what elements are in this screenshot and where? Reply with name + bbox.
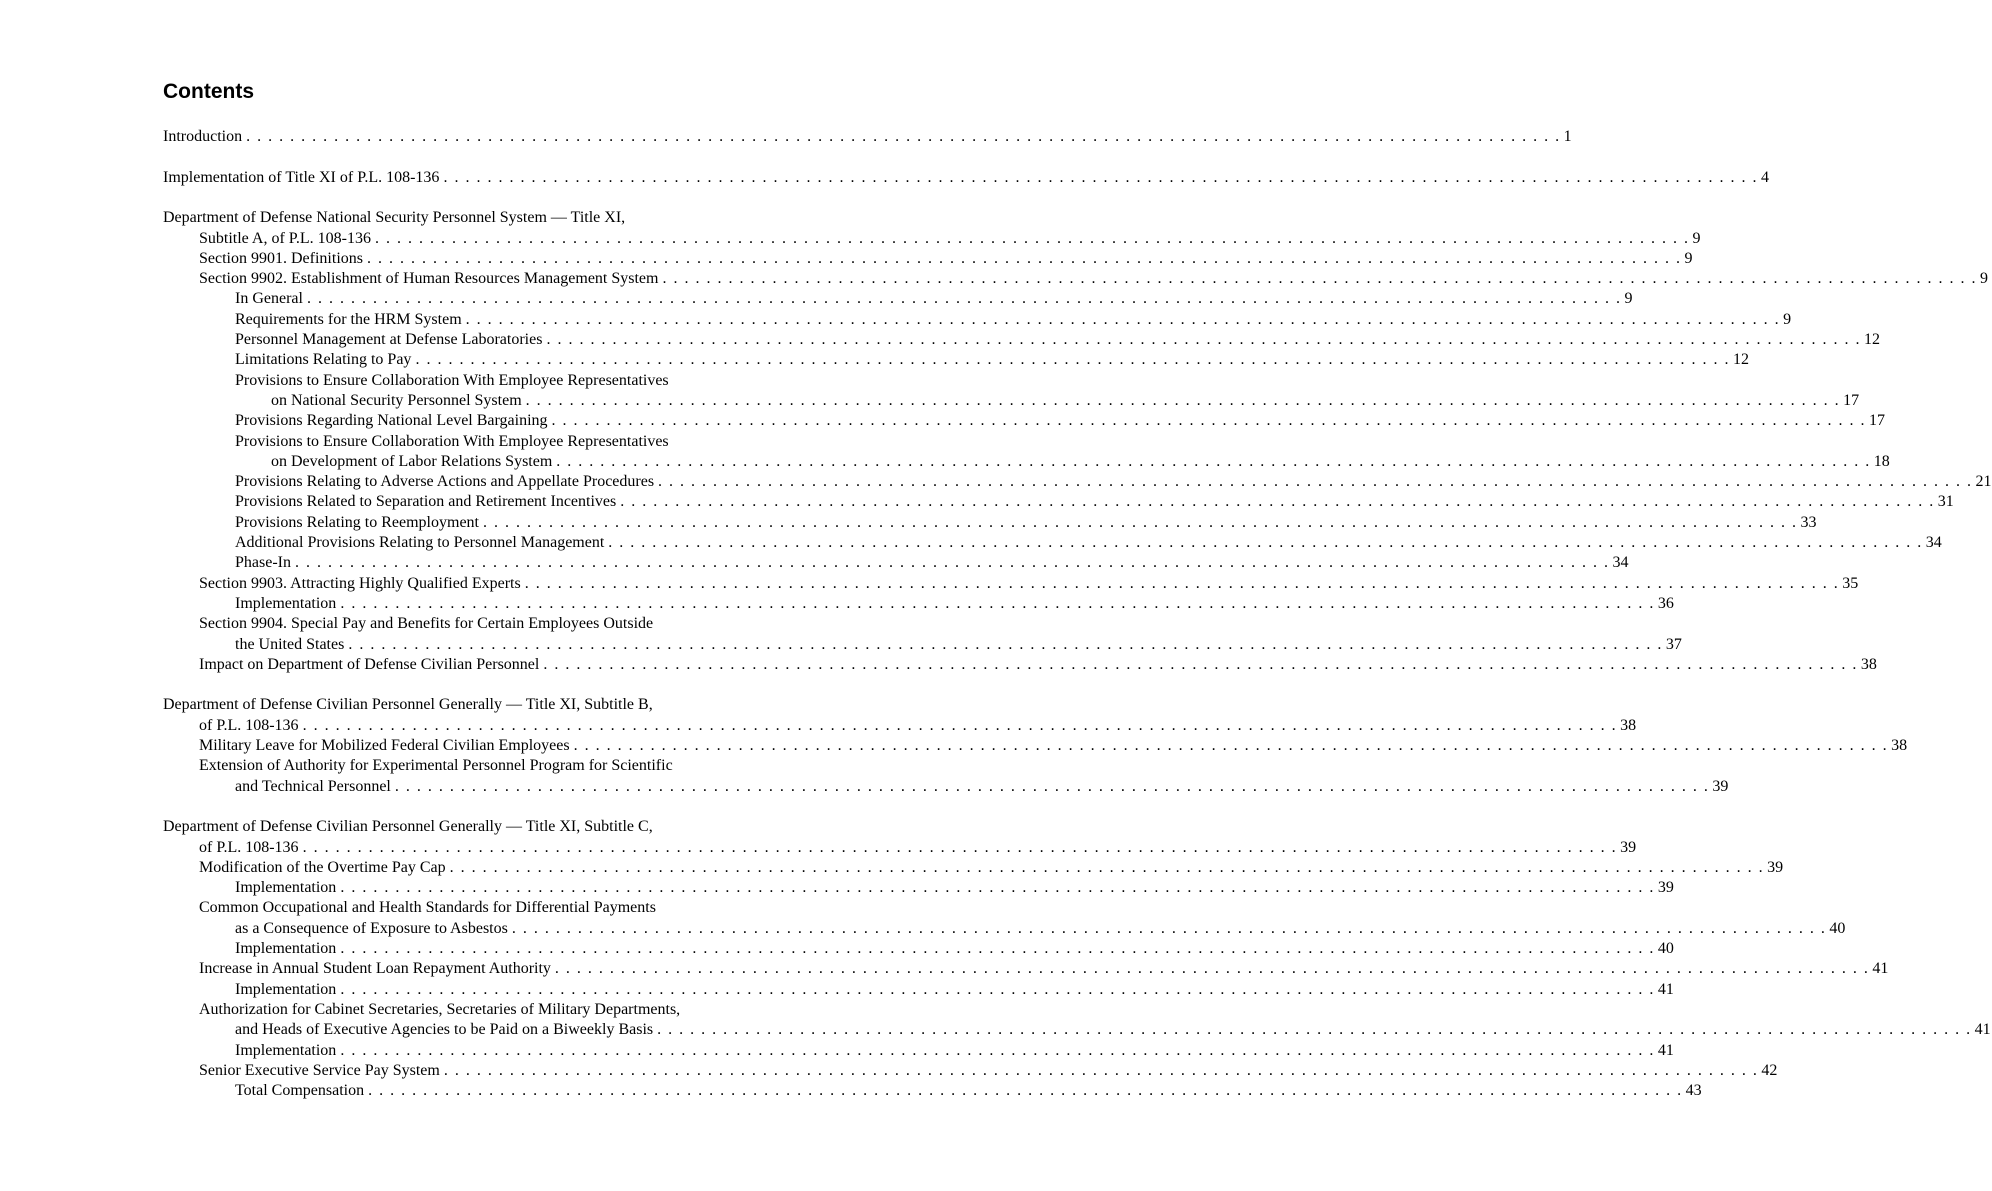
toc-entry-label: of P.L. 108-136 bbox=[199, 716, 299, 734]
toc-entry-label: Requirements for the HRM System bbox=[235, 310, 462, 328]
toc-entry[interactable] bbox=[199, 736, 1908, 756]
toc-page-number: 33 bbox=[1800, 513, 1817, 531]
dot-leader: . . . . . . . . . . . . . . . . . . . . . . . . . . . . . . . . . . . . . . . . . . . . . . . . . . . . . . . . . . . . . . . . . . . . . . . . . . . . . . . . . . . . . . . . . . . . . . . . . . . . . . . . . . . . . . . . . . . . . . . . bbox=[443, 168, 1758, 186]
toc-entry-label: and Technical Personnel bbox=[235, 777, 391, 795]
toc-entry[interactable] bbox=[271, 452, 1890, 472]
dot-leader: . . . . . . . . . . . . . . . . . . . . . . . . . . . . . . . . . . . . . . . . . . . . . . . . . . . . . . . . . . . . . . . . . . . . . . . . . . . . . . . . . . . . . . . . . . . . . . . . . . . . . . . . . . . . . . . . . . . . . . . . bbox=[348, 635, 1663, 653]
toc-entry[interactable] bbox=[199, 1061, 1778, 1081]
dot-leader: . . . . . . . . . . . . . . . . . . . . . . . . . . . . . . . . . . . . . . . . . . . . . . . . . . . . . . . . . . . . . . . . . . . . . . . . . . . . . . . . . . . . . . . . . . . . . . . . . . . . . . . . . . . . . . . . . . . . . . . . bbox=[394, 777, 1710, 795]
toc-entry-label: Military Leave for Mobilized Federal Civilian Employees bbox=[199, 737, 570, 754]
toc-page-number: 9 bbox=[1624, 290, 1633, 308]
toc-page-number: 12 bbox=[1863, 331, 1880, 348]
dot-leader: . . . . . . . . . . . . . . . . . . . . . . . . . . . . . . . . . . . . . . . . . . . . . . . . . . . . . . . . . . . . . . . . . . . . . . . . . . . . . . . . . . . . . . . . . . . . . . . . . . . . . . . . . . . . . . . . . . . . . . . . bbox=[366, 249, 1682, 267]
toc-entry-label: and Heads of Executive Agencies to be Paid on a Biweekly Basis bbox=[235, 1021, 654, 1039]
toc-entry[interactable] bbox=[199, 858, 1784, 878]
toc-entry[interactable] bbox=[199, 574, 1859, 594]
toc-entry-label: Department of Defense Civilian Personnel Generally — Title XI, Subtitle C, bbox=[163, 818, 653, 836]
dot-leader: . . . . . . . . . . . . . . . . . . . . . . . . . . . . . . . . . . . . . . . . . . . . . . . . . . . . . . . . . . . . . . . . . . . . . . . . . . . . . . . . . . . . . . . . . . . . . . . . . . . . . . . . . . . . . . . . . . . . . . . . bbox=[573, 737, 1889, 754]
toc-entry-label: Section 9902. Establishment of Human Resources Management System bbox=[199, 270, 659, 288]
dot-leader: . . . . . . . . . . . . . . . . . . . . . . . . . . . . . . . . . . . . . . . . . . . . . . . . . . . . . . . . . . . . . . . . . . . . . . . . . . . . . . . . . . . . . . . . . . . . . . . . . . . . . . . . . . . . . . . . . . . . . . . . bbox=[546, 331, 1861, 348]
toc-entry-label: In General bbox=[235, 290, 303, 308]
toc-entry[interactable] bbox=[163, 695, 757, 715]
toc-page-number: 36 bbox=[1657, 594, 1674, 612]
toc-entry[interactable] bbox=[163, 168, 1769, 188]
dot-leader: . . . . . . . . . . . . . . . . . . . . . . . . . . . . . . . . . . . . . . . . . . . . . . . . . . . . . . . . . . . . . . . . . . . . . . . . . . . . . . . . . . . . . . . . . . . . . . . . . . . . . . . . . . . . . . . . . . . . . . . . bbox=[524, 574, 1840, 592]
toc-page-number: 31 bbox=[1937, 493, 1954, 511]
toc-entry[interactable] bbox=[199, 716, 1637, 736]
toc-page-number: 9 bbox=[1979, 270, 1988, 288]
dot-leader: . . . . . . . . . . . . . . . . . . . . . . . . . . . . . . . . . . . . . . . . . . . . . . . . . . . . . . . . . . . . . . . . . . . . . . . . . . . . . . . . . . . . . . . . . . . . . . . . . . . . . . . . . . . . . . . . . . . . . . . . bbox=[375, 229, 1690, 247]
dot-leader: . . . . . . . . . . . . . . . . . . . . . . . . . . . . . . . . . . . . . . . . . . . . . . . . . . . . . . . . . . . . . . . . . . . . . . . . . . . . . . . . . . . . . . . . . . . . . . . . . . . . . . . . . . . . . . . . . . . . . . . . bbox=[554, 960, 1870, 978]
toc-entry[interactable] bbox=[163, 817, 757, 837]
toc-entry[interactable] bbox=[199, 614, 757, 634]
toc-entry[interactable] bbox=[199, 1000, 757, 1020]
toc-page-number: 1 bbox=[1563, 128, 1572, 145]
dot-leader: . . . . . . . . . . . . . . . . . . . . . . . . . . . . . . . . . . . . . . . . . . . . . . . . . . . . . . . . . . . . . . . . . . . . . . . . . . . . . . . . . . . . . . . . . . . . . . . . . . . . . . . . . . . . . . . . . . . . . . . . bbox=[449, 858, 1765, 876]
toc-page-number: 9 bbox=[1684, 249, 1693, 267]
toc-entry[interactable] bbox=[235, 310, 1792, 330]
toc-entry-label: Extension of Authority for Experimental Personnel Program for Scientific bbox=[199, 757, 673, 775]
toc-page-number: 39 bbox=[1657, 879, 1674, 897]
dot-leader: . . . . . . . . . . . . . . . . . . . . . . . . . . . . . . . . . . . . . . . . . . . . . . . . . . . . . . . . . . . . . . . . . . . . . . . . . . . . . . . . . . . . . . . . . . . . . . . . . . . . . . . . . . . . . . . . . . . . . . . . bbox=[657, 1021, 1972, 1039]
toc-page-number: 41 bbox=[1657, 1041, 1674, 1059]
toc-page-number: 37 bbox=[1665, 635, 1682, 653]
toc-page-number: 12 bbox=[1732, 351, 1749, 369]
toc-entry-label: Section 9901. Definitions bbox=[199, 249, 363, 267]
toc-entry[interactable] bbox=[235, 513, 1817, 533]
toc-entry[interactable] bbox=[235, 594, 1674, 614]
toc-entry-label: Department of Defense National Security Personnel System — Title XI, bbox=[163, 209, 626, 227]
toc-page-number: 9 bbox=[1692, 229, 1701, 247]
dot-leader: . . . . . . . . . . . . . . . . . . . . . . . . . . . . . . . . . . . . . . . . . . . . . . . . . . . . . . . . . . . . . . . . . . . . . . . . . . . . . . . . . . . . . . . . . . . . . . . . . . . . . . . . . . . . . . . . . . . . . . . . bbox=[556, 452, 1871, 470]
toc-entry[interactable] bbox=[199, 838, 1637, 858]
dot-leader: . . . . . . . . . . . . . . . . . . . . . . . . . . . . . . . . . . . . . . . . . . . . . . . . . . . . . . . . . . . . . . . . . . . . . . . . . . . . . . . . . . . . . . . . . . . . . . . . . . . . . . . . . . . . . . . . . . . . . . . . bbox=[525, 391, 1841, 409]
toc-entry-label: Section 9904. Special Pay and Benefits for Certain Employees Outside bbox=[199, 615, 654, 633]
toc-entry-label: Provisions Regarding National Level Bargaining bbox=[235, 412, 548, 430]
toc-entry-label: Additional Provisions Relating to Personnel Management bbox=[235, 534, 605, 551]
dot-leader: . . . . . . . . . . . . . . . . . . . . . . . . . . . . . . . . . . . . . . . . . . . . . . . . . . . . . . . . . . . . . . . . . . . . . . . . . . . . . . . . . . . . . . . . . . . . . . . . . . . . . . . . . . . . . . . . . . . . . . . . bbox=[658, 473, 1973, 491]
toc-entry[interactable] bbox=[199, 959, 1889, 979]
toc-entry[interactable] bbox=[235, 553, 1629, 573]
toc-entry[interactable] bbox=[235, 289, 1633, 309]
dot-leader: . . . . . . . . . . . . . . . . . . . . . . . . . . . . . . . . . . . . . . . . . . . . . . . . . . . . . . . . . . . . . . . . . . . . . . . . . . . . . . . . . . . . . . . . . . . . . . . . . . . . . . . . . . . . . . . . . . . . . . . . bbox=[368, 1082, 1683, 1100]
toc-page-number: 43 bbox=[1685, 1082, 1702, 1100]
toc-page-number: 34 bbox=[1925, 534, 1942, 551]
toc-entry[interactable] bbox=[235, 371, 757, 391]
toc-page-number: 39 bbox=[1712, 777, 1729, 795]
dot-leader: . . . . . . . . . . . . . . . . . . . . . . . . . . . . . . . . . . . . . . . . . . . . . . . . . . . . . . . . . . . . . . . . . . . . . . . . . . . . . . . . . . . . . . . . . . . . . . . . . . . . . . . . . . . . . . . . . . . . . . . . bbox=[294, 554, 1610, 572]
toc-entry[interactable] bbox=[235, 777, 1729, 797]
dot-leader: . . . . . . . . . . . . . . . . . . . . . . . . . . . . . . . . . . . . . . . . . . . . . . . . . . . . . . . . . . . . . . . . . . . . . . . . . . . . . . . . . . . . . . . . . . . . . . . . . . . . . . . . . . . . . . . . . . . . . . . . bbox=[482, 513, 1798, 531]
toc-entry-label: Implementation bbox=[235, 980, 337, 998]
toc-entry-label: Personnel Management at Defense Laboratories bbox=[235, 331, 543, 348]
toc-entry-label: of P.L. 108-136 bbox=[199, 838, 299, 856]
dot-leader: . . . . . . . . . . . . . . . . . . . . . . . . . . . . . . . . . . . . . . . . . . . . . . . . . . . . . . . . . . . . . . . . . . . . . . . . . . . . . . . . . . . . . . . . . . . . . . . . . . . . . . . . . . . . . . . . . . . . . . . . bbox=[551, 412, 1867, 430]
toc-entry[interactable] bbox=[235, 1020, 1991, 1040]
toc-entry[interactable] bbox=[235, 1041, 1674, 1061]
dot-leader: . . . . . . . . . . . . . . . . . . . . . . . . . . . . . . . . . . . . . . . . . . . . . . . . . . . . . . . . . . . . . . . . . . . . . . . . . . . . . . . . . . . . . . . . . . . . . . . . . . . . . . . . . . . . . . . . . . . . . . . . bbox=[306, 290, 1622, 308]
toc-entry-label: Introduction bbox=[163, 128, 243, 145]
toc-page-number: 17 bbox=[1869, 412, 1886, 430]
toc-entry-label: on National Security Personnel System bbox=[271, 391, 522, 409]
toc-page-number: 4 bbox=[1760, 168, 1769, 186]
toc-entry-label: Common Occupational and Health Standards for Differential Payments bbox=[199, 899, 656, 917]
toc-page-number: 41 bbox=[1657, 980, 1674, 998]
toc-entry-label: the United States bbox=[235, 635, 345, 653]
dot-leader: . . . . . . . . . . . . . . . . . . . . . . . . . . . . . . . . . . . . . . . . . . . . . . . . . . . . . . . . . . . . . . . . . . . . . . . . . . . . . . . . . . . . . . . . . . . . . . . . . . . . . . . . . . . . . . . . . . . . . . . . bbox=[543, 655, 1858, 673]
toc-entry[interactable] bbox=[271, 391, 1860, 411]
toc-entry-label: Total Compensation bbox=[235, 1082, 365, 1100]
toc-entry[interactable] bbox=[199, 229, 1701, 249]
toc-entry-label: Provisions to Ensure Collaboration With Employee Representatives bbox=[235, 371, 669, 389]
toc-entry[interactable] bbox=[235, 432, 757, 452]
dot-leader: . . . . . . . . . . . . . . . . . . . . . . . . . . . . . . . . . . . . . . . . . . . . . . . . . . . . . . . . . . . . . . . . . . . . . . . . . . . . . . . . . . . . . . . . . . . . . . . . . . . . . . . . . . . . . . . . . . . . . . . . bbox=[340, 594, 1655, 612]
dot-leader: . . . . . . . . . . . . . . . . . . . . . . . . . . . . . . . . . . . . . . . . . . . . . . . . . . . . . . . . . . . . . . . . . . . . . . . . . . . . . . . . . . . . . . . . . . . . . . . . . . . . . . . . . . . . . . . . . . . . . . . . bbox=[302, 716, 1618, 734]
toc-entry-label: Section 9903. Attracting Highly Qualified Experts bbox=[199, 574, 521, 592]
dot-leader: . . . . . . . . . . . . . . . . . . . . . . . . . . . . . . . . . . . . . . . . . . . . . . . . . . . . . . . . . . . . . . . . . . . . . . . . . . . . . . . . . . . . . . . . . . . . . . . . . . . . . . . . . . . . . . . . . . . . . . . . bbox=[465, 310, 1781, 328]
toc-entry-label: Provisions to Ensure Collaboration With Employee Representatives bbox=[235, 432, 669, 450]
toc-entry-label: Department of Defense Civilian Personnel Generally — Title XI, Subtitle B, bbox=[163, 696, 653, 714]
dot-leader: . . . . . . . . . . . . . . . . . . . . . . . . . . . . . . . . . . . . . . . . . . . . . . . . . . . . . . . . . . . . . . . . . . . . . . . . . . . . . . . . . . . . . . . . . . . . . . . . . . . . . . . . . . . . . . . . . . . . . . . . bbox=[608, 534, 1923, 551]
toc-page-number: 21 bbox=[1975, 473, 1992, 491]
toc-entry-label: Subtitle A, of P.L. 108-136 bbox=[199, 229, 372, 247]
toc-page-number: 17 bbox=[1843, 391, 1860, 409]
toc-entry[interactable] bbox=[163, 208, 757, 228]
toc-page-number: 38 bbox=[1620, 716, 1637, 734]
toc-entry[interactable] bbox=[199, 756, 757, 776]
dot-leader: . . . . . . . . . . . . . . . . . . . . . . . . . . . . . . . . . . . . . . . . . . . . . . . . . . . . . . . . . . . . . . . . . . . . . . . . . . . . . . . . . . . . . . . . . . . . . . . . . . . . . . . . . . . . . . . . . . . . . . . . bbox=[620, 493, 1935, 511]
toc-entry-label: Provisions Related to Separation and Retirement Incentives bbox=[235, 493, 617, 511]
toc-entry-label: Modification of the Overtime Pay Cap bbox=[199, 858, 446, 876]
toc-entry-label: Impact on Department of Defense Civilian Personnel bbox=[199, 655, 540, 673]
page-title: Contents bbox=[163, 80, 254, 103]
toc-page-number: 9 bbox=[1783, 310, 1792, 328]
toc-page-number: 18 bbox=[1873, 452, 1890, 470]
toc-entry-label: Provisions Relating to Reemployment bbox=[235, 513, 479, 531]
toc-entry[interactable] bbox=[235, 919, 1846, 939]
toc-entry[interactable] bbox=[199, 269, 1988, 289]
toc-entry[interactable] bbox=[235, 330, 1880, 350]
toc-entry[interactable] bbox=[235, 939, 1674, 959]
dot-leader: . . . . . . . . . . . . . . . . . . . . . . . . . . . . . . . . . . . . . . . . . . . . . . . . . . . . . . . . . . . . . . . . . . . . . . . . . . . . . . . . . . . . . . . . . . . . . . . . . . . . . . . . . . . . . . . . . . . . . . . . bbox=[246, 128, 1561, 145]
toc-entry[interactable] bbox=[235, 533, 1942, 553]
toc-entry[interactable] bbox=[235, 411, 1886, 431]
toc-entry-label: Increase in Annual Student Loan Repayment Authority bbox=[199, 960, 551, 978]
toc-entry-label: Implementation bbox=[235, 879, 337, 897]
toc-entry[interactable] bbox=[235, 350, 1749, 370]
toc-entry-label: Authorization for Cabinet Secretaries, Secretaries of Military Departments, bbox=[199, 1000, 681, 1018]
toc-entry-label: Implementation of Title XI of P.L. 108-136 bbox=[163, 168, 440, 186]
toc-entry-label: as a Consequence of Exposure to Asbestos bbox=[235, 919, 508, 937]
dot-leader: . . . . . . . . . . . . . . . . . . . . . . . . . . . . . . . . . . . . . . . . . . . . . . . . . . . . . . . . . . . . . . . . . . . . . . . . . . . . . . . . . . . . . . . . . . . . . . . . . . . . . . . . . . . . . . . . . . . . . . . . bbox=[443, 1061, 1759, 1079]
dot-leader: . . . . . . . . . . . . . . . . . . . . . . . . . . . . . . . . . . . . . . . . . . . . . . . . . . . . . . . . . . . . . . . . . . . . . . . . . . . . . . . . . . . . . . . . . . . . . . . . . . . . . . . . . . . . . . . . . . . . . . . . bbox=[415, 351, 1730, 369]
dot-leader: . . . . . . . . . . . . . . . . . . . . . . . . . . . . . . . . . . . . . . . . . . . . . . . . . . . . . . . . . . . . . . . . . . . . . . . . . . . . . . . . . . . . . . . . . . . . . . . . . . . . . . . . . . . . . . . . . . . . . . . . bbox=[511, 919, 1827, 937]
toc-entry[interactable] bbox=[235, 980, 1674, 1000]
dot-leader: . . . . . . . . . . . . . . . . . . . . . . . . . . . . . . . . . . . . . . . . . . . . . . . . . . . . . . . . . . . . . . . . . . . . . . . . . . . . . . . . . . . . . . . . . . . . . . . . . . . . . . . . . . . . . . . . . . . . . . . . bbox=[340, 879, 1655, 897]
dot-leader: . . . . . . . . . . . . . . . . . . . . . . . . . . . . . . . . . . . . . . . . . . . . . . . . . . . . . . . . . . . . . . . . . . . . . . . . . . . . . . . . . . . . . . . . . . . . . . . . . . . . . . . . . . . . . . . . . . . . . . . . bbox=[302, 838, 1618, 856]
toc-page-number: 39 bbox=[1767, 858, 1784, 876]
toc-page-number: 41 bbox=[1974, 1021, 1991, 1039]
toc-page-number: 34 bbox=[1612, 554, 1629, 572]
toc-entry[interactable] bbox=[235, 1081, 1702, 1101]
toc-entry[interactable] bbox=[235, 472, 1992, 492]
toc-entry[interactable] bbox=[235, 492, 1954, 512]
dot-leader: . . . . . . . . . . . . . . . . . . . . . . . . . . . . . . . . . . . . . . . . . . . . . . . . . . . . . . . . . . . . . . . . . . . . . . . . . . . . . . . . . . . . . . . . . . . . . . . . . . . . . . . . . . . . . . . . . . . . . . . . bbox=[340, 980, 1655, 998]
dot-leader: . . . . . . . . . . . . . . . . . . . . . . . . . . . . . . . . . . . . . . . . . . . . . . . . . . . . . . . . . . . . . . . . . . . . . . . . . . . . . . . . . . . . . . . . . . . . . . . . . . . . . . . . . . . . . . . . . . . . . . . . bbox=[662, 270, 1977, 288]
dot-leader: . . . . . . . . . . . . . . . . . . . . . . . . . . . . . . . . . . . . . . . . . . . . . . . . . . . . . . . . . . . . . . . . . . . . . . . . . . . . . . . . . . . . . . . . . . . . . . . . . . . . . . . . . . . . . . . . . . . . . . . . bbox=[340, 940, 1655, 957]
toc-entry[interactable] bbox=[235, 635, 1682, 655]
toc-page-number: 35 bbox=[1842, 574, 1859, 592]
toc-entry-label: Provisions Relating to Adverse Actions and Appellate Procedures bbox=[235, 473, 655, 491]
toc-page-number: 39 bbox=[1620, 838, 1637, 856]
toc-entry[interactable] bbox=[163, 127, 1572, 147]
toc-entry[interactable] bbox=[199, 898, 757, 918]
toc-page-number: 40 bbox=[1657, 940, 1674, 957]
toc-page-number: 41 bbox=[1872, 960, 1889, 978]
toc-entry-label: Implementation bbox=[235, 594, 337, 612]
toc-entry[interactable] bbox=[199, 655, 1877, 675]
toc-page-number: 38 bbox=[1891, 737, 1908, 754]
toc-entry[interactable] bbox=[199, 249, 1693, 269]
toc-page-number: 40 bbox=[1829, 919, 1846, 937]
toc-page-number: 38 bbox=[1860, 655, 1877, 673]
toc-entry-label: Limitations Relating to Pay bbox=[235, 351, 412, 369]
toc-page-number: 42 bbox=[1761, 1061, 1778, 1079]
toc-entry-label: Senior Executive Service Pay System bbox=[199, 1061, 440, 1079]
toc-entry-label: Implementation bbox=[235, 1041, 337, 1059]
toc-entry-label: on Development of Labor Relations System bbox=[271, 452, 553, 470]
dot-leader: . . . . . . . . . . . . . . . . . . . . . . . . . . . . . . . . . . . . . . . . . . . . . . . . . . . . . . . . . . . . . . . . . . . . . . . . . . . . . . . . . . . . . . . . . . . . . . . . . . . . . . . . . . . . . . . . . . . . . . . . bbox=[340, 1041, 1655, 1059]
toc-entry-label: Implementation bbox=[235, 940, 337, 957]
toc-entry-label: Phase-In bbox=[235, 554, 291, 572]
toc-entry[interactable] bbox=[235, 878, 1674, 898]
